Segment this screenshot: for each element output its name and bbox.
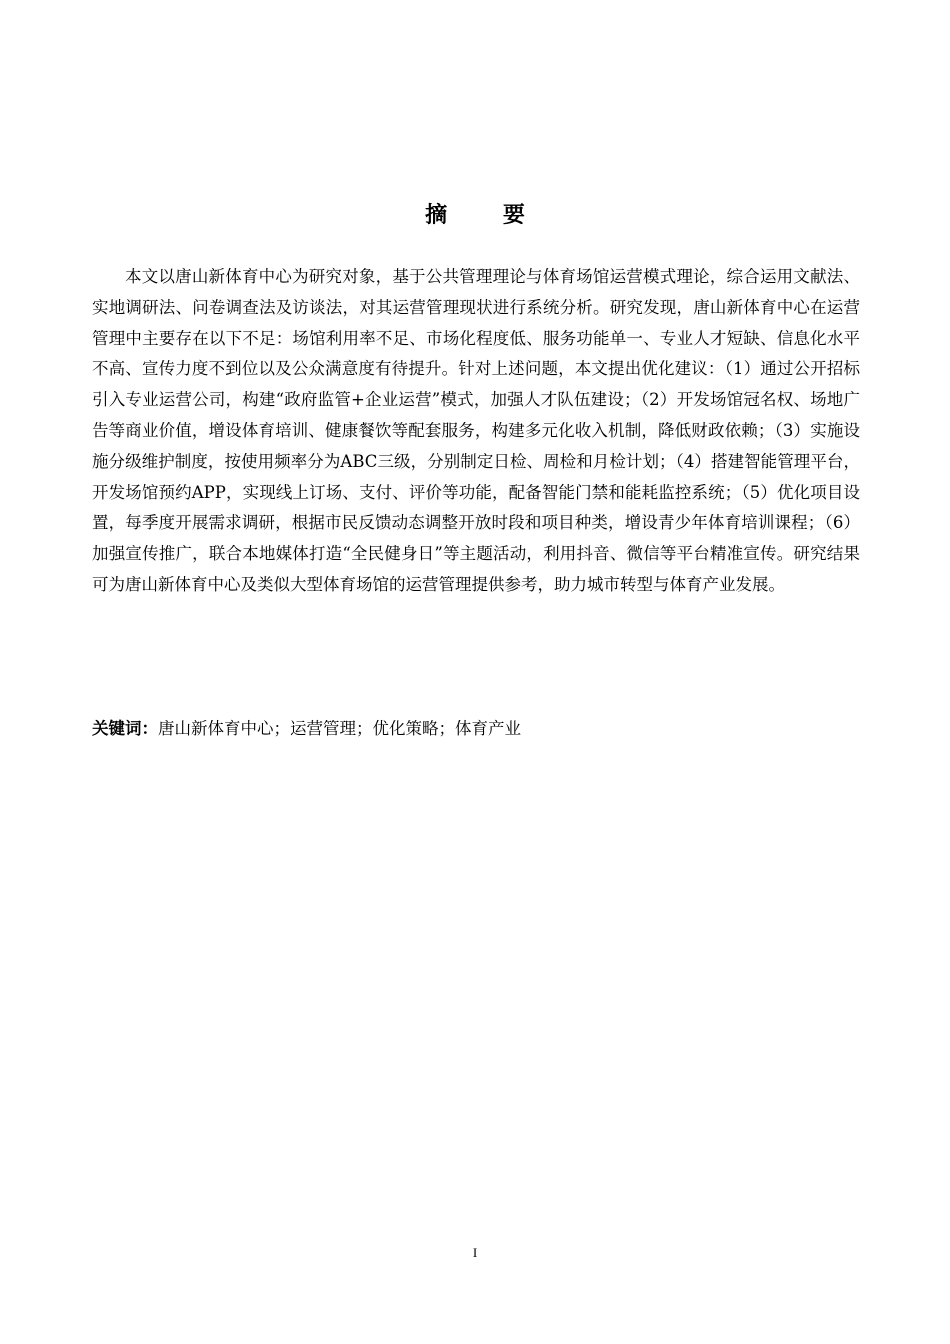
keywords-line (92, 715, 860, 743)
page-number: I (472, 1245, 478, 1260)
page-title: 摘 要 (425, 203, 549, 228)
keywords-label: 关键词： (92, 719, 158, 738)
abstract-paragraph: 本文以唐山新体育中心为研究对象，基于公共管理理论与体育场馆运营模式理论，综合运用文献法、实地调研法、问卷调查法及访谈法，对其运营管理现状进行系统分析。研究发现，唐山新体育中心在运营管理中主要存在以下不足：场馆利用率不足、市场化程度低、服务功能单一、专业人才短缺、信息化水平不高、宣传力度不到位以及公众满意度有待提升。针对上述问题，本文提出优化建议：（1）通过公开招标引入专业运营公司，构建“政府监管+企业运营”模式，加强人才队伍建设；（2）开发场馆冠名权、场地广告等商业价值，增设体育培训、健康餐饮等配套服务，构建多元化收入机制，降低财政依赖；（3）实施设施分级维护制度，按使用频率分为ABC三级，分别制定日检、周检和月检计划；（4）搭建智能管理平台，开发场馆预约APP，实现线上订场、支付、评价等功能，配备智能门禁和能耗监控系统；（5）优化项目设置，每季度开展需求调研，根据市民反馈动态调整开放时段和项目种类，增设青少年体育培训课程；（6）加强宣传推广，联合本地媒体打造“全民健身日”等主题活动，利用抖音、微信等平台精准宣传。研究结果可为唐山新体育中心及类似大型体育场馆的运营管理提供参考，助力城市转型与体育产业发展。 (92, 267, 860, 594)
keywords-text: 唐山新体育中心；运营管理；优化策略；体育产业 (158, 719, 521, 738)
